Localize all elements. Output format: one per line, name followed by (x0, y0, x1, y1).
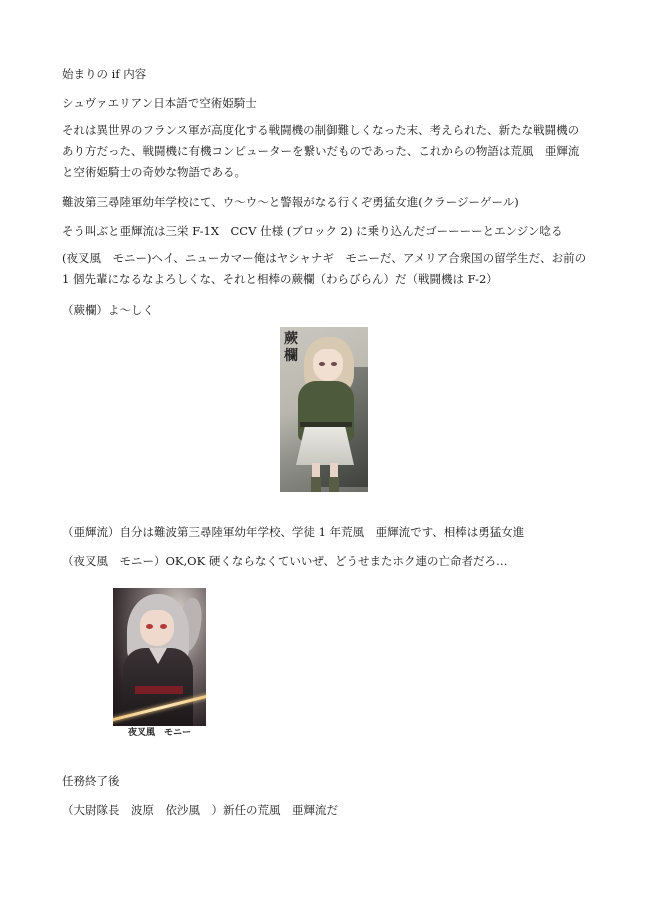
warabiran-illustration (280, 327, 368, 492)
boot-left (311, 477, 321, 492)
eye-left (146, 624, 153, 629)
belt (300, 422, 352, 427)
text-line-boarding: そう叫ぶと亜輝流は三栄 F-1X CCV 仕様 (ブロック 2) に乗り込んだゴーーーーとエンジン唸る (62, 224, 563, 238)
eye-right (160, 624, 167, 629)
text-line-warabiran-greeting: （蕨欄）よ～しく (62, 303, 154, 317)
monii-illustration-caption: 夜叉風 モニー (127, 728, 191, 738)
text-line-alarm: 難波第三尋陸軍幼年学校にて、ウ～ウ～と警報がなる行くぞ勇猛女進(クラージーゲール) (62, 195, 519, 209)
eye-right (331, 362, 337, 366)
paragraph-monii-greeting-line-2: 1 個先輩になるなよろしくな、それと相棒の蕨欄（わらびらん）だ（戦闘機は F-2） (62, 272, 498, 286)
text-line-after-mission: 任務終了後 (62, 774, 120, 788)
text-line-captain-introduction: （大尉隊長 波原 依沙風 ）新任の荒風 亜輝流だ (62, 803, 338, 817)
face (140, 610, 174, 646)
paragraph-monii-greeting (62, 248, 588, 290)
text-line-subtitle: シュヴァエリアン日本語で空術姫騎士 (62, 96, 257, 110)
text-line-opening-title: 始まりの if 内容 (62, 67, 147, 81)
text-line-monii-reply: （夜叉風 モニー）OK,OK 硬くならなくていいぜ、どうせまたホク連の亡命者だろ… (62, 554, 508, 568)
warabiran-illustration-label: 蕨欄 (284, 331, 298, 364)
paragraph-intro-line-2: あり方だった、戦闘機に有機コンピューターを繋いだものであった、これからの物語は荒風 亜輝流 (62, 144, 580, 158)
skirt (296, 427, 354, 465)
eye-left (319, 362, 325, 366)
paragraph-intro (62, 120, 588, 183)
face (313, 349, 343, 381)
boot-right (329, 477, 339, 492)
monii-illustration (113, 588, 206, 726)
paragraph-intro-line-1: それは異世界のフランス軍が高度化する戦闘機の制御難しくなった末、考えられた、新たな戦闘機の (62, 123, 580, 137)
text-line-akiru-introduction: （亜輝流）自分は難波第三尋陸軍幼年学校、学徒 1 年荒風 亜輝流です、相棒は勇猛女進 (62, 525, 525, 539)
paragraph-monii-greeting-line-1: (夜叉風 モニー)ヘイ、ニューカマー俺はヤシャナギ モニーだ、アメリア合衆国の留学生だ、お前の (62, 251, 587, 265)
paragraph-intro-line-3: と空術姫騎士の奇妙な物語である。 (62, 165, 246, 179)
sash (135, 686, 183, 694)
